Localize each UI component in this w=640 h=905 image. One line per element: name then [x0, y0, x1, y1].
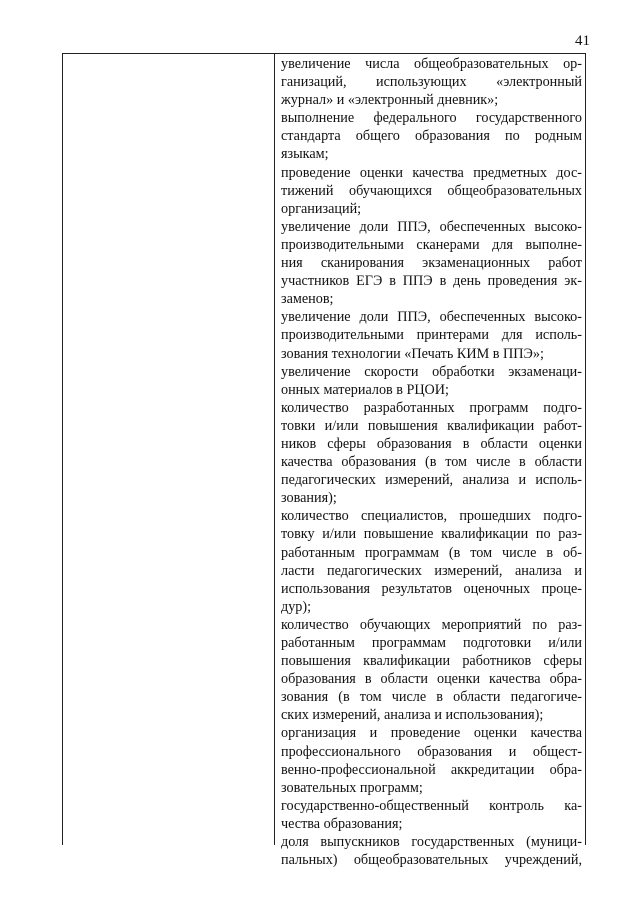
text-line: доля выпускников государственных (муници-	[281, 834, 582, 851]
text-line: дур);	[281, 598, 312, 615]
document-table	[62, 53, 586, 869]
text-line: чества образования;	[281, 815, 403, 832]
text-line: количество специалистов, прошедших подго-	[281, 508, 582, 525]
text-line: производительными сканерами для выполне-	[281, 236, 582, 253]
text-line: ганизаций, использующих «электронный	[281, 74, 582, 91]
text-line: производительными принтерами для исполь-	[281, 327, 582, 344]
text-line: товку и/или повышение квалификации по раз-	[281, 526, 582, 543]
text-line: ния сканирования экзаменационных работ	[281, 255, 582, 272]
text-line: заменов;	[281, 291, 334, 308]
text-line: увеличение доли ППЭ, обеспеченных высоко-	[281, 218, 582, 235]
text-line: языкам;	[281, 146, 329, 163]
table-right-cell	[281, 55, 582, 869]
text-line: качества образования (в том числе в области	[281, 454, 582, 471]
text-line: профессионального образования и общест-	[281, 743, 582, 760]
text-line: стандарта общего образования по родным	[281, 128, 582, 145]
text-line: зования (в том числе в области педагогиче-	[281, 689, 582, 706]
text-line: онных материалов в РЦОИ;	[281, 381, 449, 398]
text-line: увеличение скорости обработки экзаменаци-	[281, 363, 582, 380]
text-line: повышения квалификации работников сферы	[281, 653, 582, 670]
text-line: зования технологии «Печать КИМ в ППЭ»;	[281, 345, 544, 362]
table-left-cell	[63, 54, 275, 845]
text-line: тижений обучающихся общеобразовательных	[281, 182, 582, 199]
text-line: образования в области оценки качества обра-	[281, 671, 582, 688]
text-line: пальных) общеобразовательных учреждений,	[281, 852, 582, 869]
text-line: выполнение федерального государственного	[281, 110, 582, 127]
text-line: венно-профессиональной аккредитации обра-	[281, 761, 582, 778]
text-line: количество обучающих мероприятий по раз-	[281, 616, 582, 633]
text-line: увеличение доли ППЭ, обеспеченных высоко-	[281, 309, 582, 326]
text-line: увеличение числа общеобразовательных ор-	[281, 56, 582, 72]
text-line: работанным программам (в том числе в об-	[281, 544, 582, 561]
text-line: проведение оценки качества предметных дос-	[281, 164, 582, 181]
text-line: организаций;	[281, 200, 362, 217]
text-line: ских измерений, анализа и использования);	[281, 707, 544, 724]
text-line: участников ЕГЭ в ППЭ в день проведения эк-	[281, 273, 582, 290]
text-line: педагогических измерений, анализа и исполь-	[281, 472, 582, 489]
page-number: 41	[575, 33, 590, 49]
text-line: использования результатов оценочных проце-	[281, 580, 582, 597]
text-line: зования);	[281, 490, 337, 507]
text-line: государственно-общественный контроль ка-	[281, 797, 582, 814]
text-line: работанным программам подготовки и/или	[281, 635, 582, 651]
text-line: ников сферы образования в области оценки	[281, 435, 582, 452]
text-line: организация и проведение оценки качества	[281, 725, 582, 742]
text-line: ласти педагогических измерений, анализа и	[281, 562, 582, 579]
text-line: журнал» и «электронный дневник»;	[281, 92, 499, 109]
text-line: зовательных программ;	[281, 779, 423, 796]
text-line: количество разработанных программ подго-	[281, 399, 582, 416]
text-line: товки и/или повышения квалификации работ-	[281, 417, 582, 434]
